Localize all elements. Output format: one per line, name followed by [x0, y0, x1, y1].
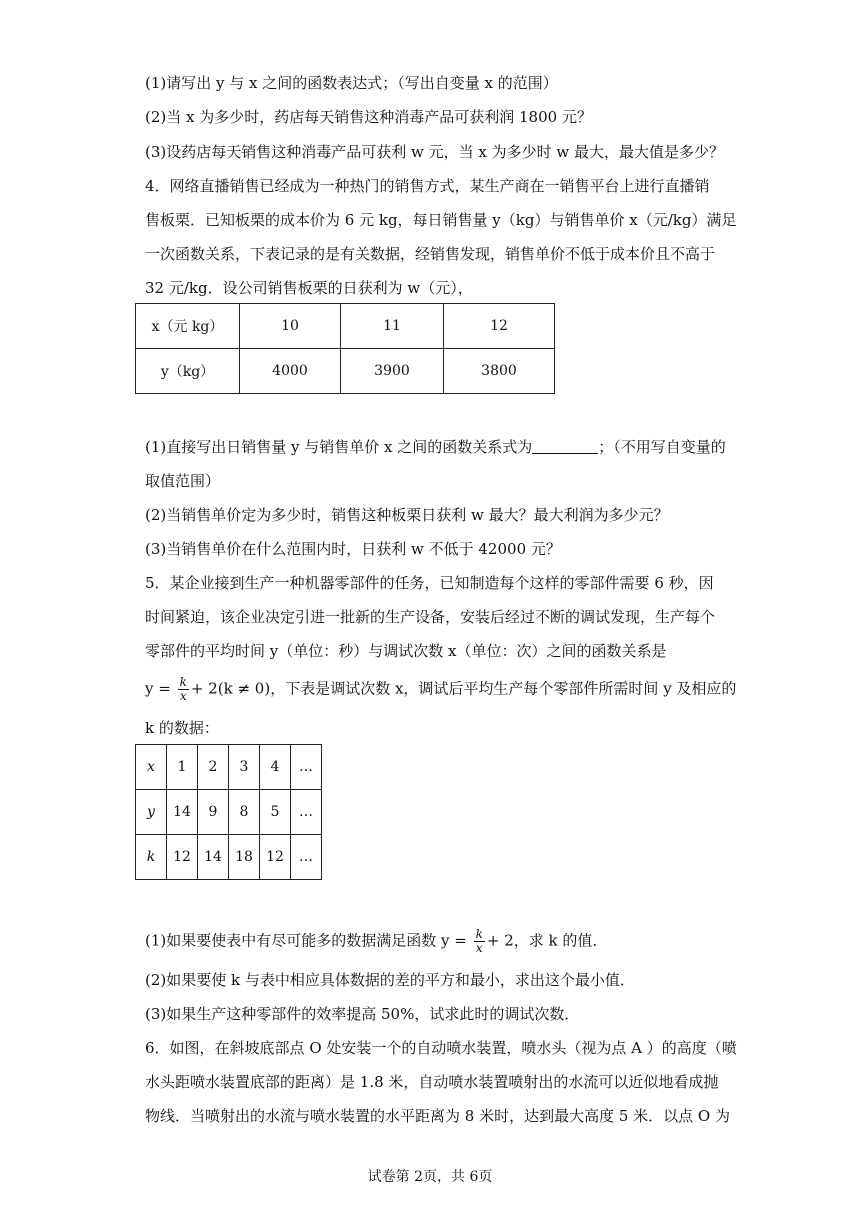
table-cell: 10 — [240, 304, 341, 349]
table-cell: 3900 — [341, 349, 444, 394]
text-line: (2)当 x 为多少时，药店每天销售这种消毒产品可获利润 1800 元？ — [145, 108, 592, 126]
table-cell: y（kg） — [136, 349, 240, 394]
text-line — [145, 437, 726, 457]
text-line: 时间紧迫，该企业决定引进一批新的生产设备，安装后经过不断的调试发现，生产每个 — [145, 608, 716, 626]
table-row — [136, 304, 555, 349]
table-cell: 9 — [198, 790, 229, 835]
table-cell: 12 — [444, 304, 555, 349]
text-segment: + 2(k ≠ 0)，下表是调试次数 x，调试后平均生产每个零部件所需时间 y 及相应的 — [190, 679, 737, 698]
question-6-text: 6．如图，在斜坡底部点 O 处安装一个的自动喷水装置，喷水头（视为点 A ）的高度（喷 — [145, 1039, 737, 1057]
formula-line — [145, 928, 607, 955]
table-cell: 14 — [167, 790, 198, 835]
table-cell: 12 — [260, 835, 291, 880]
table-row — [136, 835, 322, 880]
table-cell: 2 — [198, 745, 229, 790]
text-segment: (1)直接写出日销售量 y 与销售单价 x 之间的函数关系式为 — [145, 438, 533, 456]
table-cell: 14 — [198, 835, 229, 880]
price-sales-table — [135, 303, 555, 394]
text-line: 一次函数关系，下表记录的是有关数据，经销售发现，销售单价不低于成本价且不高于 — [145, 245, 716, 263]
answer-blank — [532, 439, 598, 454]
table-cell: x（元 kg） — [136, 304, 240, 349]
text-line: (3)如果生产这种零部件的效率提高 50%，试求此时的调试次数． — [145, 1005, 580, 1023]
table-cell: x — [136, 745, 167, 790]
table-cell: 12 — [167, 835, 198, 880]
table-cell: 4 — [260, 745, 291, 790]
fraction-denominator: x — [179, 689, 187, 703]
fraction-numerator: k — [475, 927, 483, 941]
text-line: k 的数据： — [145, 719, 219, 737]
text-line: (2)如果要使 k 与表中相应具体数据的差的平方和最小，求出这个最小值． — [145, 971, 635, 989]
fraction-numerator: k — [179, 675, 187, 689]
table-cell: 11 — [341, 304, 444, 349]
table-cell: k — [136, 835, 167, 880]
table-cell: … — [291, 835, 322, 880]
table-row — [136, 790, 322, 835]
text-segment: ；（不用写自变量的 — [598, 438, 726, 456]
page-footer: 试卷第 2页，共 6页 — [367, 1169, 493, 1185]
table-cell: 3800 — [444, 349, 555, 394]
text-segment: y = — [145, 679, 171, 698]
table-cell: … — [291, 745, 322, 790]
table-cell: 4000 — [240, 349, 341, 394]
text-line: 取值范围） — [145, 472, 221, 490]
table-row — [136, 349, 555, 394]
text-segment: (1)如果要使表中有尽可能多的数据满足函数 y = — [145, 931, 467, 950]
table-cell: 8 — [229, 790, 260, 835]
table-cell: y — [136, 790, 167, 835]
table-cell: 18 — [229, 835, 260, 880]
question-4-text: 4．网络直播销售已经成为一种热门的销售方式，某生产商在一销售平台上进行直播销 — [145, 177, 710, 195]
table-cell: 1 — [167, 745, 198, 790]
text-line: 物线．当喷射出的水流与喷水装置的水平距离为 8 米时，达到最大高度 5 米．以点 O 为 — [145, 1107, 730, 1125]
debug-data-table — [135, 744, 322, 880]
text-segment: + 2，求 k 的值． — [486, 931, 608, 950]
table-cell: 3 — [229, 745, 260, 790]
formula-line — [145, 676, 736, 703]
question-5-text: 5．某企业接到生产一种机器零部件的任务，已知制造每个这样的零部件需要 6 秒，因 — [145, 574, 714, 592]
text-line: 零部件的平均时间 y（单位：秒）与调试次数 x（单位：次）之间的函数关系是 — [145, 642, 667, 660]
fraction — [474, 928, 485, 955]
text-line: 售板栗．已知板栗的成本价为 6 元 kg，每日销售量 y（kg）与销售单价 x（元/kg）满足 — [145, 211, 737, 229]
text-line: (3)当销售单价在什么范围内时，日获利 w 不低于 42000 元？ — [145, 540, 561, 558]
table-row — [136, 745, 322, 790]
fraction — [178, 676, 189, 703]
table-cell: … — [291, 790, 322, 835]
fraction-denominator: x — [475, 941, 483, 955]
text-line: 水头距喷水装置底部的距离）是 1.8 米，自动喷水装置喷射出的水流可以近似地看成抛 — [145, 1073, 719, 1091]
table-cell: 5 — [260, 790, 291, 835]
text-line: (1)请写出 y 与 x 之间的函数表达式；（写出自变量 x 的范围） — [145, 74, 558, 92]
text-line: (2)当销售单价定为多少时，销售这种板栗日获利 w 最大？最大利润为多少元？ — [145, 506, 669, 524]
text-line: (3)设药店每天销售这种消毒产品可获利 w 元，当 x 为多少时 w 最大，最大值是多少？ — [145, 143, 724, 161]
text-line: 32 元/kg．设公司销售板栗的日获利为 w（元）， — [145, 279, 473, 297]
